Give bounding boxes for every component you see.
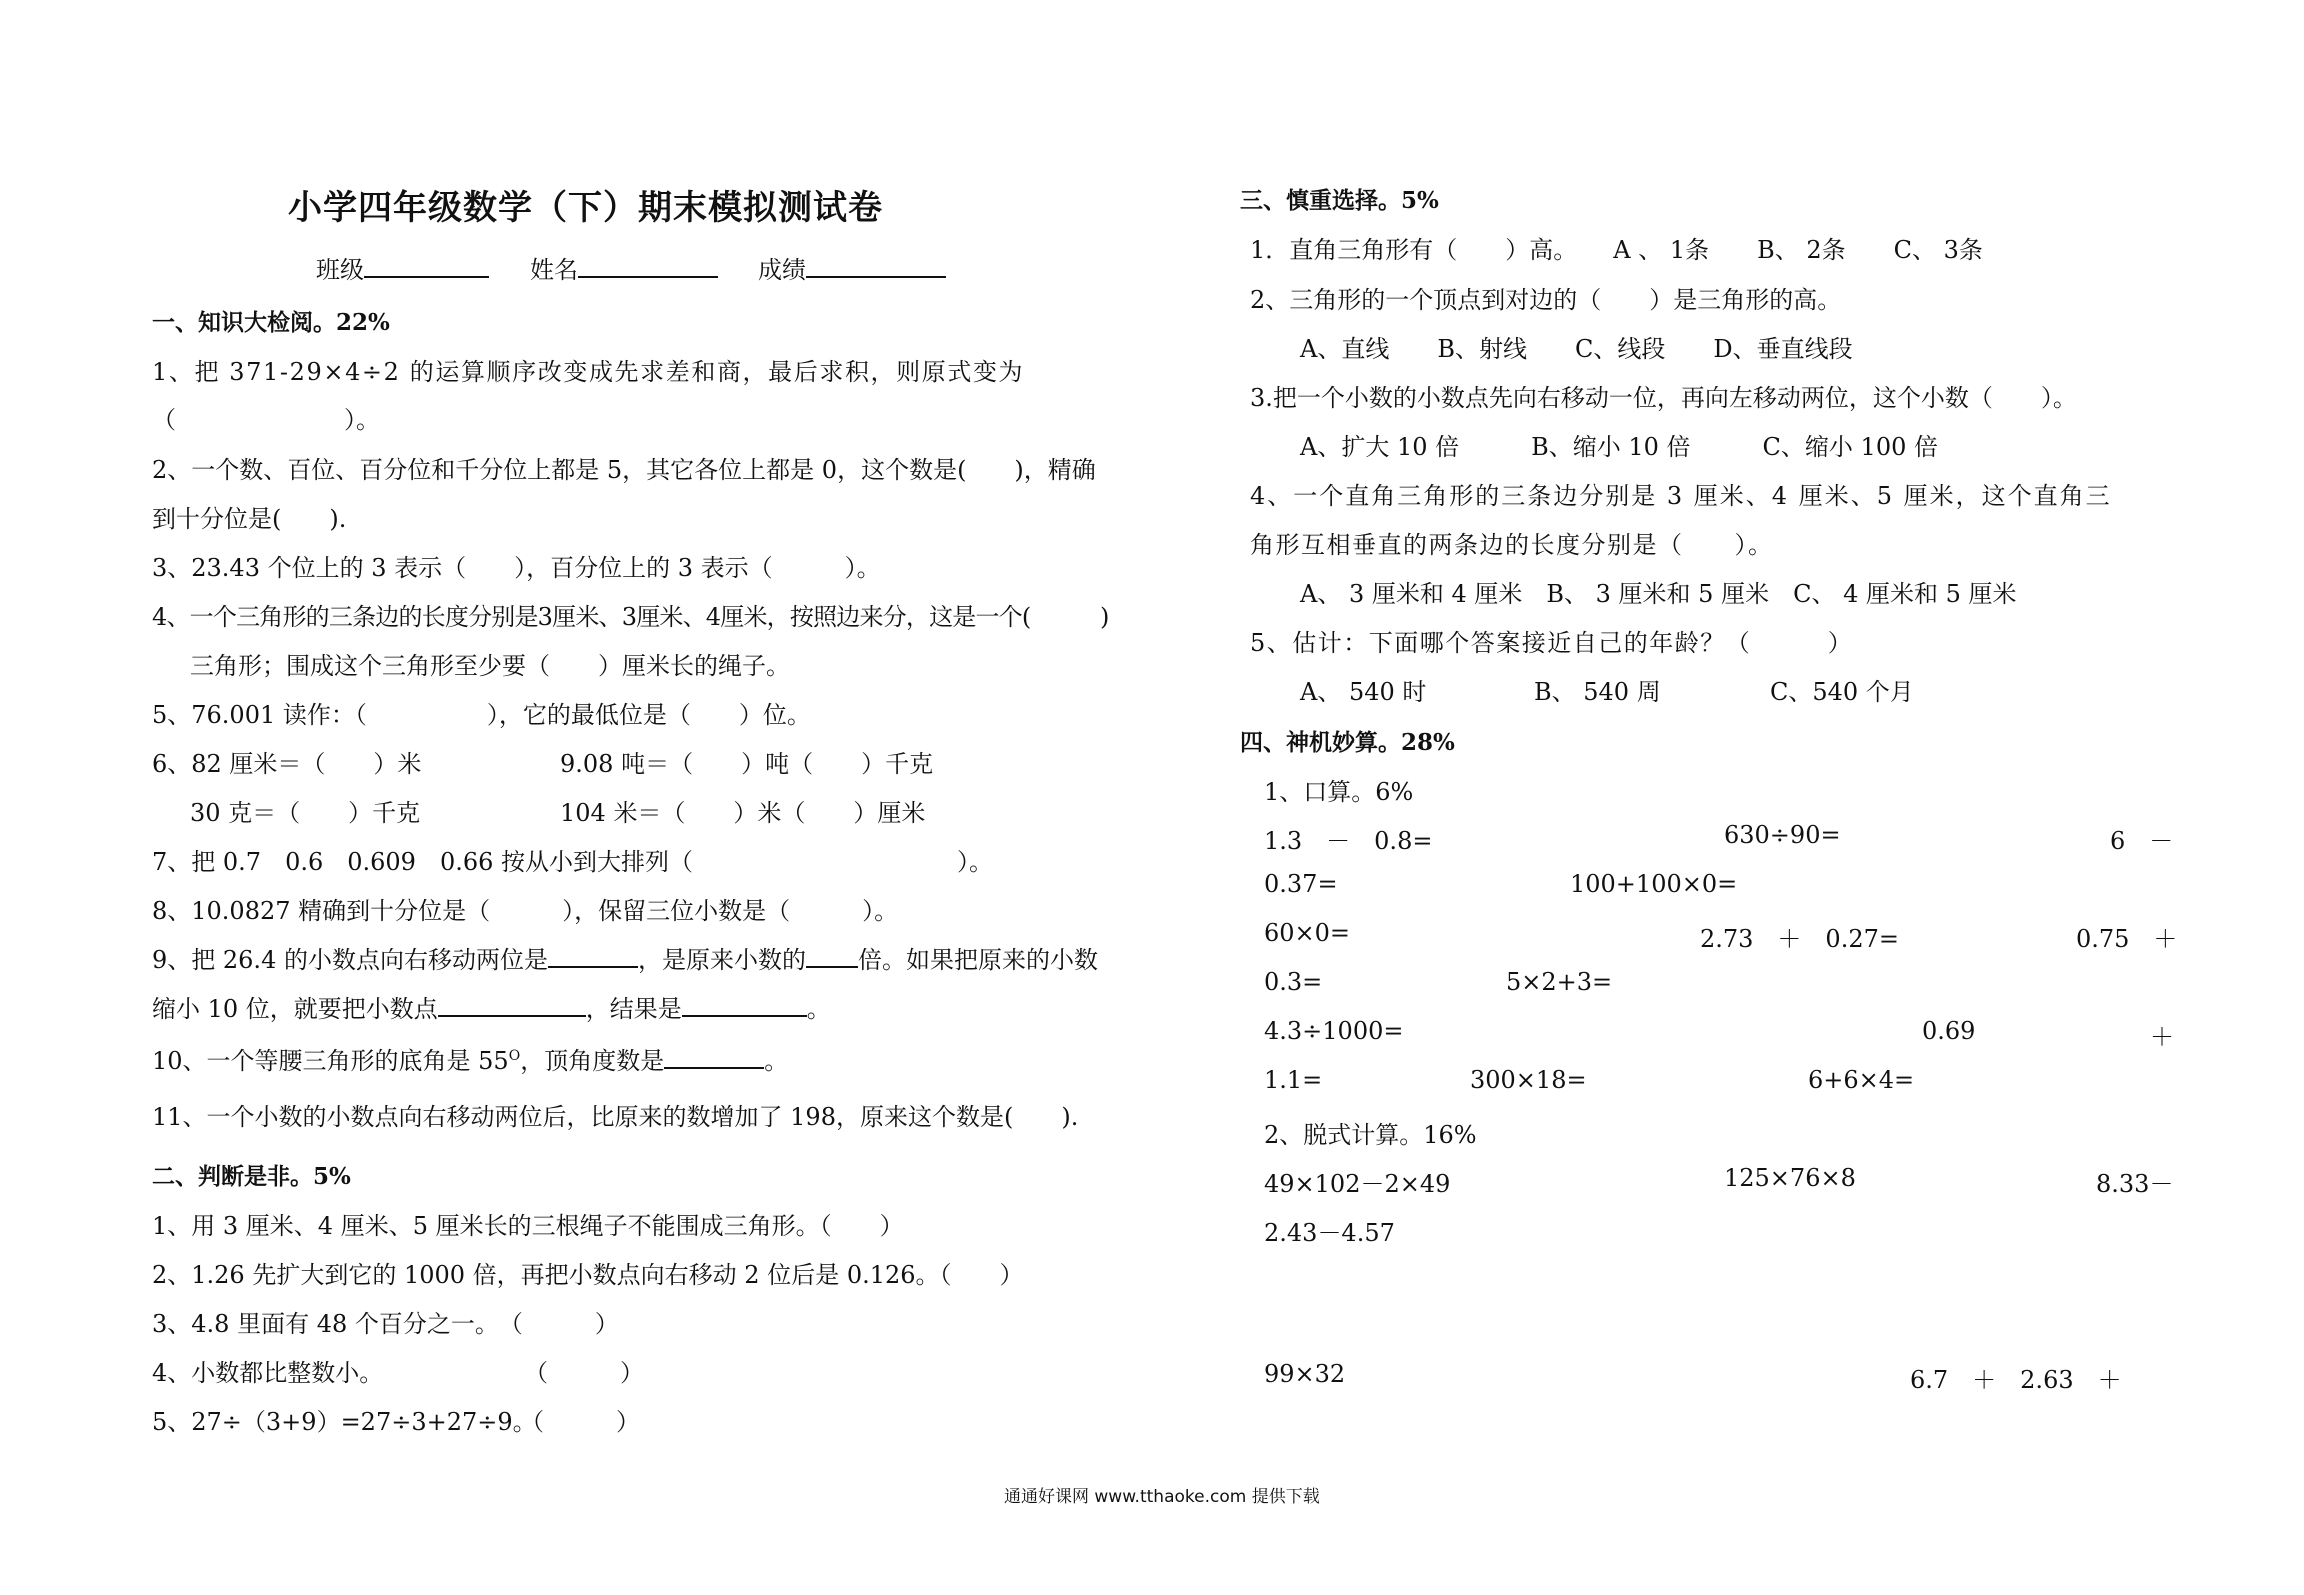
choice-q5-option-a: A、 540 时	[1300, 678, 1427, 706]
q4-line-2: 三角形；围成这个三角形至少要（ ）厘米长的绳子。	[190, 652, 790, 680]
class-label: 班级	[316, 250, 489, 285]
oral-r4-b: 5×2+3=	[1506, 968, 1613, 996]
choice-q2-options: A、直线 B、射线 C、线段 D、垂直线段	[1300, 335, 1853, 363]
oral-r3-a: 60×0=	[1264, 919, 1351, 947]
step-c3-b: 6.7 ＋ 2.63 ＋	[1910, 1366, 2122, 1394]
q9-blank-1[interactable]	[548, 942, 638, 968]
q9-line-1: 9、把 26.4 的小数点向右移动两位是 ，是原来小数的 倍。如果把原来的小数	[152, 940, 1098, 975]
oral-r1-b: 630÷90=	[1724, 821, 1841, 849]
oral-r1-c: 6 －	[2110, 827, 2174, 855]
choice-q3: 3.把一个小数的小数点先向右移动一位，再向左移动两位，这个小数（ ）。	[1250, 384, 2077, 412]
choice-q5-option-c: C、540 个月	[1770, 678, 1914, 706]
q10-blank[interactable]	[664, 1043, 764, 1069]
q2-line-1: 2、一个数、百位、百分位和千分位上都是 5，其它各位上都是 0，这个数是( )，精确	[152, 456, 1096, 484]
step-c3-a: 99×32	[1264, 1360, 1346, 1388]
judge-q4-paren: （ ）	[524, 1359, 644, 1387]
step-c2-a: 2.43－4.57	[1264, 1219, 1395, 1247]
section-1-heading: 一、知识大检阅。22%	[152, 309, 390, 336]
score-blank[interactable]	[806, 252, 946, 278]
q1-line-2: （ ）。	[152, 406, 380, 434]
choice-q4-options: A、 3 厘米和 4 厘米 B、 3 厘米和 5 厘米 C、 4 厘米和 5 厘米	[1300, 580, 2017, 608]
q9-line-2: 缩小 10 位，就要把小数点 ，结果是 。	[152, 989, 831, 1024]
q9-blank-2[interactable]	[806, 942, 858, 968]
q11-line: 11、一个小数的小数点向右移动两位后，比原来的数增加了 198，原来这个数是( ).	[152, 1103, 1079, 1131]
step-c1-c: 8.33－	[2096, 1170, 2174, 1198]
q2-line-2: 到十分位是( ).	[152, 505, 347, 533]
oral-r6-c: 6+6×4=	[1808, 1066, 1915, 1094]
choice-q4-line-2: 角形互相垂直的两条边的长度分别是（ ）。	[1250, 531, 1774, 559]
oral-r1-a: 1.3 － 0.8=	[1264, 827, 1433, 855]
section-4-heading: 四、神机妙算。28%	[1240, 729, 1455, 756]
section-2-heading: 二、判断是非。5%	[152, 1163, 351, 1190]
q6-item-3: 30 克＝（ ）千克	[190, 799, 421, 827]
name-blank[interactable]	[578, 252, 718, 278]
class-blank[interactable]	[364, 252, 489, 278]
name-label: 姓名	[530, 250, 718, 285]
footer-credit: 通通好课网 www.tthaoke.com 提供下载	[1004, 1487, 1320, 1507]
step-c1-a: 49×102－2×49	[1264, 1170, 1451, 1198]
q10-line: 10、一个等腰三角形的底角是 $55^O$，顶角度数是 。	[152, 1041, 788, 1076]
judge-q1: 1、用 3 厘米、4 厘米、5 厘米长的三根绳子不能围成三角形。（ ）	[152, 1212, 904, 1240]
choice-q4-line-1: 4、一个直角三角形的三条边分别是 3 厘米、4 厘米、5 厘米，这个直角三	[1250, 482, 2112, 510]
q9-blank-3[interactable]	[438, 991, 586, 1017]
oral-r5-b: 0.69	[1922, 1017, 1976, 1045]
oral-r4-a: 0.3=	[1264, 968, 1323, 996]
choice-q2: 2、三角形的一个顶点到对边的（ ）是三角形的高。	[1250, 286, 1842, 314]
judge-q3: 3、4.8 里面有 48 个百分之一。 （ ）	[152, 1310, 619, 1338]
choice-q5-option-b: B、 540 周	[1534, 678, 1661, 706]
choice-q1: 1．直角三角形有（ ）高。 A 、 1条 B、 2条 C、 3条	[1250, 236, 1983, 264]
q9-blank-4[interactable]	[682, 991, 807, 1017]
oral-r3-c: 0.75 ＋	[2076, 925, 2178, 953]
q8-line: 8、10.0827 精确到十分位是（ ），保留三位小数是（ ）。	[152, 897, 899, 925]
judge-q5-paren: （ ）	[520, 1408, 640, 1436]
section-3-heading: 三、慎重选择。5%	[1240, 187, 1439, 214]
page-title: 小学四年级数学（下）期末模拟测试卷	[288, 188, 883, 228]
q5-line: 5、76.001 读作：（ ），它的最低位是（ ）位。	[152, 701, 811, 729]
oral-r2-b: 100+100×0=	[1570, 870, 1738, 898]
q7-line: 7、把 0.7 0.6 0.609 0.66 按从小到大排列（ ）。	[152, 848, 994, 876]
oral-r2-a: 0.37=	[1264, 870, 1338, 898]
choice-q5: 5、估计：下面哪个答案接近自己的年龄？（ ）	[1250, 629, 1854, 657]
oral-calc-heading: 1、口算。6%	[1264, 778, 1414, 806]
q6-item-4: 104 米＝（ ）米（ ）厘米	[560, 799, 926, 827]
oral-r3-b: 2.73 ＋ 0.27=	[1700, 925, 1899, 953]
judge-q5: 5、27÷（3+9）=27÷3+27÷9。	[152, 1408, 537, 1436]
oral-r6-a: 1.1=	[1264, 1066, 1323, 1094]
step-calc-heading: 2、脱式计算。16%	[1264, 1121, 1477, 1149]
score-label: 成绩	[758, 250, 946, 285]
oral-r5-c: ＋	[2150, 1023, 2174, 1051]
choice-q3-options: A、扩大 10 倍 B、缩小 10 倍 C、缩小 100 倍	[1300, 433, 1938, 461]
judge-q2: 2、1.26 先扩大到它的 1000 倍，再把小数点向右移动 2 位后是 0.126。（ ）	[152, 1261, 1024, 1289]
q6-item-1: 6、82 厘米＝（ ）米	[152, 750, 422, 778]
oral-r6-b: 300×18=	[1470, 1066, 1587, 1094]
oral-r5-a: 4.3÷1000=	[1264, 1017, 1404, 1045]
q1-line-1: 1、把 371-29×4÷2 的运算顺序改变成先求差和商，最后求积，则原式变为	[152, 358, 1025, 386]
q6-item-2: 9.08 吨＝（ ）吨（ ）千克	[560, 750, 934, 778]
judge-q4: 4、小数都比整数小。	[152, 1359, 384, 1387]
step-c1-b: 125×76×8	[1724, 1164, 1856, 1192]
q3-line: 3、23.43 个位上的 3 表示（ ），百分位上的 3 表示（ ）。	[152, 554, 881, 582]
q4-line-1: 4、一个三角形的三条边的长度分别是3厘米、3厘米、4厘米，按照边来分，这是一个( )	[152, 603, 1109, 631]
